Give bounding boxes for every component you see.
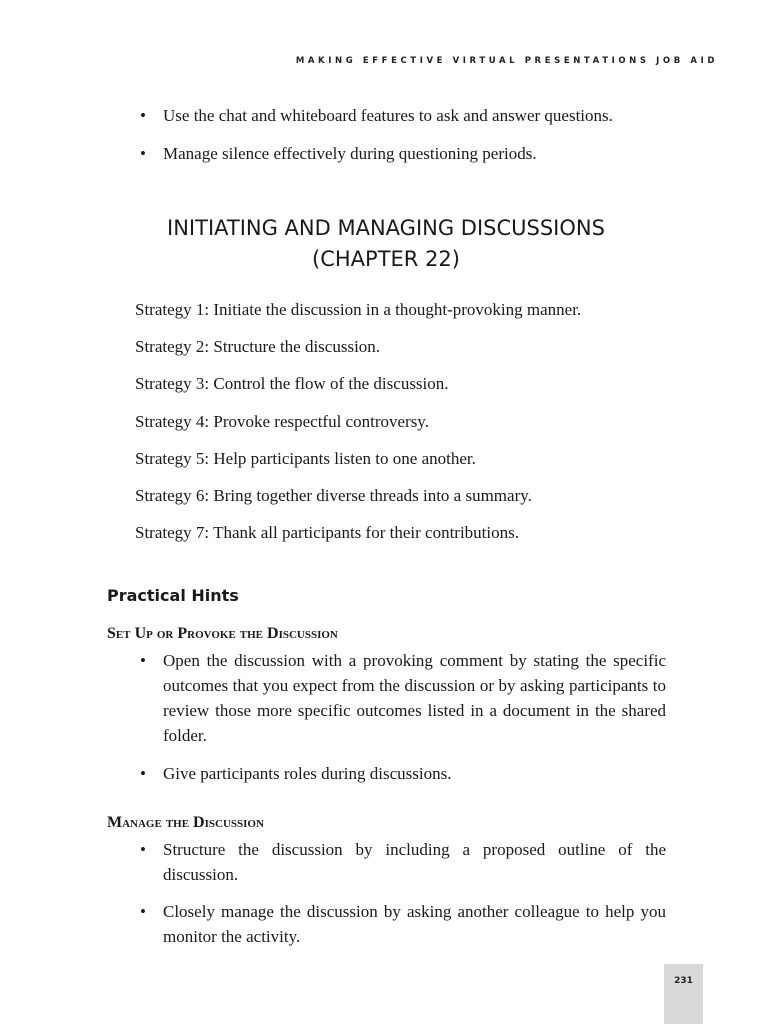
list-item-text: Closely manage the discussion by asking another colleague to help you monitor the activity. (163, 902, 666, 946)
manage-subheading: Manage the Discussion (107, 814, 264, 831)
running-header: MAKING EFFECTIVE VIRTUAL PRESENTATIONS JOB AID (295, 56, 718, 66)
bullet-icon: • (140, 840, 146, 859)
section-title: INITIATING AND MANAGING DISCUSSIONS (167, 216, 605, 240)
list-item (140, 899, 666, 949)
list-item (140, 648, 666, 748)
strategy-item: Strategy 6: Bring together diverse threads into a summary. (135, 485, 532, 505)
setup-subheading: Set Up or Provoke the Discussion (107, 625, 338, 642)
strategy-item: Strategy 7: Thank all participants for their contributions. (135, 523, 519, 543)
list-item-text: Structure the discussion by including a proposed outline of the discussion. (163, 840, 666, 884)
bullet-icon: • (140, 144, 146, 163)
list-item-text: Open the discussion with a provoking comment by stating the specific outcomes that you expect from the discussion or by asking participants to review those more specific outcomes listed in a document in the shared folder. (163, 651, 666, 745)
page-number: 231 (674, 976, 693, 986)
manage-bullet-list (140, 837, 666, 949)
strategy-list (135, 297, 695, 557)
setup-bullet-list (140, 648, 666, 786)
list-item-text: Use the chat and whiteboard features to ask and answer questions. (163, 106, 613, 125)
bullet-icon: • (140, 764, 146, 783)
list-item (140, 103, 666, 128)
section-chapter: (CHAPTER 22) (312, 247, 460, 271)
page-number-tab (664, 964, 703, 1024)
list-item (140, 761, 666, 786)
strategy-item: Strategy 5: Help participants listen to one another. (135, 448, 476, 468)
strategy-item: Strategy 3: Control the flow of the discussion. (135, 374, 449, 394)
list-item-text: Give participants roles during discussions. (163, 764, 452, 783)
intro-bullet-list (140, 103, 666, 166)
bullet-icon: • (140, 651, 146, 670)
list-item (140, 141, 666, 166)
strategy-item: Strategy 4: Provoke respectful controversy. (135, 411, 429, 431)
list-item (140, 837, 666, 887)
strategy-item: Strategy 2: Structure the discussion. (135, 337, 381, 357)
strategy-item: Strategy 1: Initiate the discussion in a thought-provoking manner. (135, 300, 582, 319)
bullet-icon: • (140, 902, 146, 921)
bullet-icon: • (140, 106, 146, 125)
practical-hints-heading: Practical Hints (107, 586, 239, 605)
section-heading (110, 213, 662, 275)
list-item-text: Manage silence effectively during questioning periods. (163, 144, 537, 163)
